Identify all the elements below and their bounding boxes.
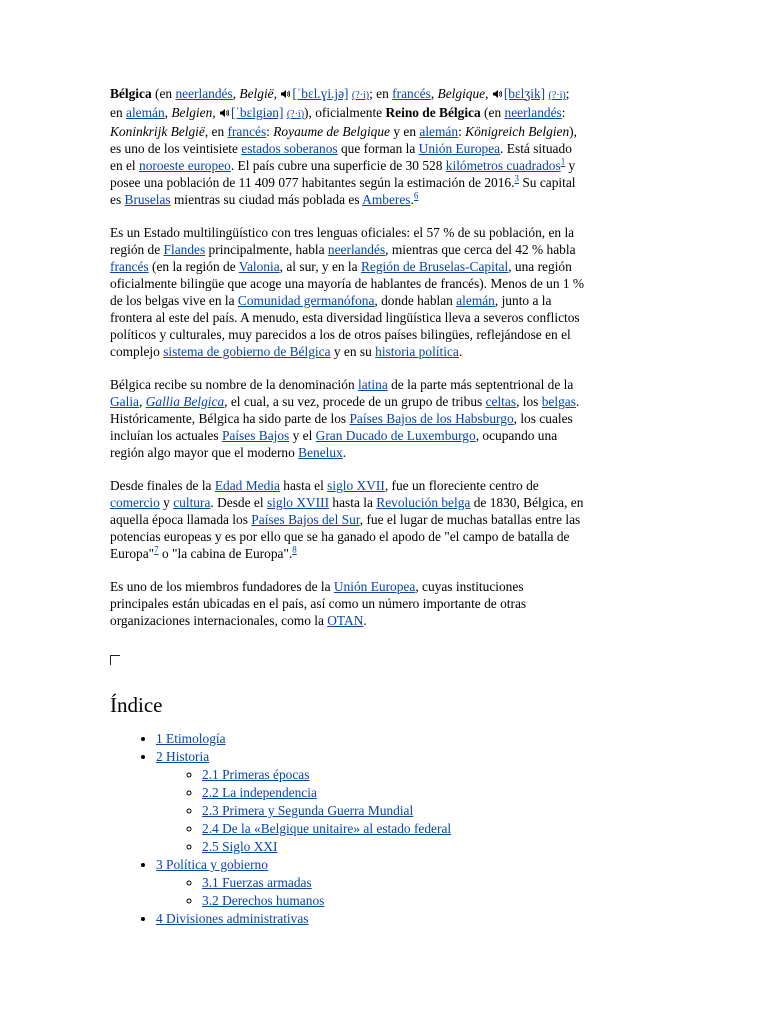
toc-item — [156, 748, 658, 855]
eu-paragraph: Es uno de los miembros fundadores de la Unión Europea, cuyas instituciones principales están ubicadas en el país, así como un número importante de otras organizaciones internacionales, como la OTAN. — [110, 579, 527, 628]
toc-link-fuerzas-armadas[interactable]: 3.1 Fuerzas armadas — [202, 875, 312, 890]
link-bruselas[interactable]: Bruselas — [124, 192, 171, 207]
checkbox-icon[interactable] — [110, 655, 120, 665]
link-benelux[interactable]: Benelux — [298, 445, 343, 460]
official-name: Reino de Bélgica — [385, 105, 481, 120]
link-region-bruselas-capital[interactable]: Región de Bruselas-Capital — [360, 259, 509, 274]
link-gallia-belgica[interactable]: Gallia Belgica — [145, 394, 225, 409]
link-otan[interactable]: OTAN — [327, 613, 364, 628]
toc-item — [156, 910, 658, 927]
link-frances[interactable]: francés — [227, 124, 267, 139]
link-siglo-xvii[interactable]: siglo XVII — [327, 478, 385, 493]
link-galia[interactable]: Galia — [110, 394, 139, 409]
toc-link-historia[interactable]: 2 Historia — [156, 749, 210, 764]
toc-sublist — [156, 766, 658, 855]
link-valonia[interactable]: Valonia — [238, 259, 280, 274]
toc-link-estado-federal[interactable]: 2.4 De la «Belgique unitaire» al estado federal — [202, 821, 452, 836]
toc-link-etimologia[interactable]: 1 Etimología — [156, 731, 226, 746]
link-belgas[interactable]: belgas — [541, 394, 576, 409]
ipa-frances[interactable]: [bɛlʒik] — [503, 86, 546, 101]
toc-item — [156, 730, 658, 747]
toc-link-primeras-epocas[interactable]: 2.1 Primeras épocas — [202, 767, 310, 782]
toc-item — [202, 820, 658, 837]
link-paises-bajos-del-sur[interactable]: Países Bajos del Sur — [251, 512, 360, 527]
link-revolucion-belga[interactable]: Revolución belga — [376, 495, 471, 510]
link-amberes[interactable]: Amberes — [362, 192, 411, 207]
link-union-europea[interactable]: Unión Europea — [333, 579, 416, 594]
toc-item — [202, 802, 658, 819]
link-aleman[interactable]: alemán — [419, 124, 459, 139]
toc-link-siglo-xxi[interactable]: 2.5 Siglo XXI — [202, 839, 278, 854]
toc-link-guerras-mundiales[interactable]: 2.3 Primera y Segunda Guerra Mundial — [202, 803, 414, 818]
toc-link-derechos-humanos[interactable]: 3.2 Derechos humanos — [202, 893, 325, 908]
toc-item — [156, 856, 658, 909]
table-of-contents — [110, 730, 658, 927]
link-neerlandes[interactable]: neerlandés — [175, 86, 233, 101]
speaker-icon[interactable] — [219, 108, 229, 118]
link-flandes[interactable]: Flandes — [163, 242, 206, 257]
link-sistema-de-gobierno[interactable]: sistema de gobierno de Bélgica — [163, 344, 331, 359]
link-neerlandes[interactable]: neerlandés — [327, 242, 386, 257]
audio-info-link[interactable]: (?·i) — [548, 90, 566, 101]
link-historia-politica[interactable]: historia política — [375, 344, 459, 359]
history-paragraph: Desde finales de la Edad Media hasta el siglo XVII, fue un floreciente centro de comercio y cultura. Desde el siglo XVIII hasta la Revolución belga de 1830, Bélgica, en aquella época llamada los Países Bajos del Sur, fue el lugar de muchas batallas entre las potencias europeas y es por ello que se ha ganado el apodo de "el campo de batalla de Europa"$^7$ o "la cabina de Europa".$^8$ — [110, 478, 584, 561]
languages-paragraph: Es un Estado multilingüístico con tres lenguas oficiales: el 57 % de su población, en la región de Flandes principalmente, habla neerlandés, mientras que cerca del 42 % habla francés (en la región de Valonia, al sur, y en la Región de Bruselas-Capital, una región oficialmente bilingüe que acoge una mayoría de hablantes de francés). Menos de un 1 % de los belgas vive en la Comunidad germanófona, donde hablan alemán, junto a la frontera al este del país. A menudo, esta diversidad lingüística lleva a severos conflictos políticos y culturales, muy parecidos a los de otros países bilingües, reflejándose en el complejo sistema de gobierno de Bélgica y en su historia política. — [110, 225, 585, 359]
toc-item — [202, 892, 658, 909]
link-latina[interactable]: latina — [358, 377, 388, 392]
link-kilometros-cuadrados[interactable]: kilómetros cuadrados — [445, 158, 561, 173]
link-frances[interactable]: francés — [392, 86, 431, 101]
reference-link[interactable]: 6 — [413, 190, 419, 201]
link-cultura[interactable]: cultura — [173, 495, 211, 510]
toc-link-politica[interactable]: 3 Política y gobierno — [156, 857, 268, 872]
speaker-icon[interactable] — [492, 89, 502, 99]
toc-toggle[interactable] — [110, 645, 658, 687]
reference-link[interactable]: 3 — [514, 173, 519, 184]
link-comunidad-germanofona[interactable]: Comunidad germanófona — [237, 293, 375, 308]
ipa-neerlandes[interactable]: [ˈbɛl.ɣi.jə] — [292, 86, 349, 101]
speaker-icon[interactable] — [280, 89, 290, 99]
link-aleman[interactable]: alemán — [456, 293, 495, 308]
link-aleman[interactable]: alemán — [126, 105, 165, 120]
link-union-europea[interactable]: Unión Europea — [418, 141, 501, 156]
link-comercio[interactable]: comercio — [110, 495, 160, 510]
link-paises-bajos-habsburgo[interactable]: Países Bajos de los Habsburgo — [349, 411, 514, 426]
etymology-paragraph: Bélgica recibe su nombre de la denominación latina de la parte más septentrional de la Galia, Gallia Belgica, el cual, a su vez, procede de un grupo de tribus celtas, los belgas. Históricamente, Bélgica ha sido parte de los Países Bajos de los Habsburgo, los cuales incluían los actuales Países Bajos y el Gran Ducado de Luxemburgo, ocupando una región algo mayor que el moderno Benelux. — [110, 377, 580, 460]
toc-link-divisiones[interactable]: 4 Divisiones administrativas — [156, 911, 309, 926]
link-frances[interactable]: francés — [110, 259, 149, 274]
toc-link-independencia[interactable]: 2.2 La independencia — [202, 785, 317, 800]
link-edad-media[interactable]: Edad Media — [214, 478, 280, 493]
reference-link[interactable]: 8 — [292, 544, 297, 555]
link-luxemburgo[interactable]: Gran Ducado de Luxemburgo — [315, 428, 476, 443]
link-celtas[interactable]: celtas — [485, 394, 517, 409]
link-siglo-xviii[interactable]: siglo XVIII — [266, 495, 330, 510]
reference-link[interactable]: 7 — [154, 544, 159, 555]
toc-sublist — [156, 874, 658, 909]
audio-info-link[interactable]: (?·i) — [286, 109, 305, 120]
audio-info-link[interactable]: (?·i) — [351, 90, 370, 101]
link-noroeste-europeo[interactable]: noroeste europeo — [139, 158, 231, 173]
toc-item — [202, 874, 658, 891]
reference-link[interactable]: 1 — [560, 156, 566, 167]
ipa-aleman[interactable]: [ˈbɛlgiən] — [230, 105, 284, 120]
toc-item — [202, 838, 658, 855]
link-estados-soberanos[interactable]: estados soberanos — [241, 141, 338, 156]
link-neerlandes[interactable]: neerlandés — [504, 105, 562, 120]
toc-item — [202, 784, 658, 801]
article-subject: Bélgica — [110, 86, 152, 101]
toc-title: Índice — [110, 693, 163, 717]
intro-paragraph: Bélgica (en neerlandés, België, [ˈbɛl.ɣi.jə] (?·i); en francés, Belgique, [bɛlʒik] (?·i); en alemán, Belgien, [ˈbɛlgiən] (?·i)), oficialmente Reino de Bélgica (en neerlandés: Koninkrijk België, en francés: Royaume de Belgique y en alemán: Königreich Belgien), es uno de los veintisiete estados soberanos que forman la Unión Europea. Está situado en el noroeste europeo. El país cubre una superficie de 30 528 kilómetros cuadrados$^1$ y posee una población de 11 409 077 habitantes según la estimación de 2016.$^3$ Su capital es Bruselas mientras su ciudad más poblada es Amberes.$^6$ — [110, 86, 577, 207]
link-paises-bajos[interactable]: Países Bajos — [221, 428, 290, 443]
toc-item — [202, 766, 658, 783]
